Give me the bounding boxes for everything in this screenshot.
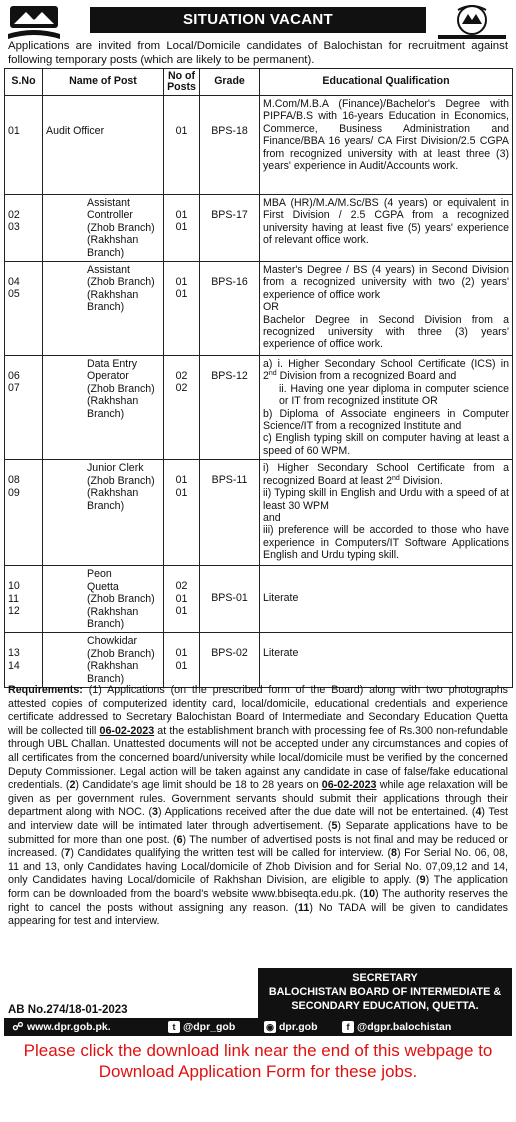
table-header-row <box>5 69 513 96</box>
instagram-handle[interactable]: dpr.gob <box>279 1021 318 1033</box>
post-cell: Audit Officer <box>43 96 164 195</box>
qualification-text: a) i. Higher Secondary School Certificate (ICS) in 2 <box>263 358 509 383</box>
table-row <box>5 262 513 356</box>
requirement-number: 3 <box>152 806 158 819</box>
qualification-cell <box>260 262 513 356</box>
qualification-cell: Literate <box>260 566 513 633</box>
table-row <box>5 96 513 195</box>
requirements-text <box>8 684 508 929</box>
requirement-number: 6 <box>176 833 183 846</box>
superscript: nd <box>268 370 277 378</box>
signature-block <box>258 968 512 1018</box>
website-link[interactable]: www.dpr.gob.pk. <box>27 1021 111 1033</box>
posts-cell: 01 <box>164 96 200 195</box>
grade-cell: BPS-17 <box>200 195 260 262</box>
qualification-cell <box>260 356 513 460</box>
qualification-text: Division from a recognized Board and <box>276 370 457 383</box>
requirement-text: ) Separate applications have to be submitted for more than one post. ( <box>8 819 508 846</box>
table-row <box>5 356 513 460</box>
grade-cell: BPS-18 <box>200 96 260 195</box>
requirement-text: ) Candidates qualifying the written test will be called for interview. ( <box>70 847 392 860</box>
footer-website[interactable] <box>4 1021 154 1033</box>
requirement-text: (1) Applications (on the prescribed form of the Board) along with two photographs attested copies of computerized identity card, local/domicile, educational credentials and experience certificate addressed to Secretary Balochistan Board of Intermediate and Secondary Education Quetta will be collected till <box>8 684 508 737</box>
facebook-handle[interactable]: @dgpr.balochistan <box>357 1021 452 1033</box>
requirement-text: at the establishment branch with processing fee of Rs.300 non-refundable through UBL Challan. Unattested documents will not be accepted under any circumstances and copies of all certificates from the concerned board/university while local/domicile must be verified by the concerned Deputy Commissioner. Legal action will be taken against any candidate in case of false/fake educational credentials. ( <box>8 724 508 792</box>
posts-cell: 01 01 <box>164 262 200 356</box>
grade-cell: BPS-16 <box>200 262 260 356</box>
sno-cell: 04 05 <box>5 262 43 356</box>
qualification-line: Master's Degree / BS (4 years) in Second Division from a recognized university with two (2) years' experience of office work <box>263 264 509 301</box>
sno-cell: 08 09 <box>5 460 43 566</box>
requirement-text: ) The number of advertised posts is not final and may be reduced or increased. ( <box>8 833 508 860</box>
twitter-handle[interactable]: @dpr_gob <box>183 1021 236 1033</box>
footer-twitter[interactable] <box>154 1021 254 1033</box>
qualification-line: OR <box>263 301 279 314</box>
qualification-text: Division. <box>399 474 443 487</box>
requirement-number: 8 <box>391 847 397 860</box>
grade-cell: BPS-12 <box>200 356 260 460</box>
sno-cell: 01 <box>5 96 43 195</box>
requirement-text: ) The application form can be downloaded from the board's website www.bbiseqta.edu.pk. ( <box>8 874 508 900</box>
signature-organization: BALOCHISTAN BOARD OF INTERMEDIATE & <box>268 986 502 998</box>
government-logo-icon <box>4 4 64 42</box>
table-row <box>5 633 513 688</box>
jobs-table <box>4 68 513 688</box>
qualification-line <box>263 462 509 487</box>
sno-cell: 02 03 <box>5 195 43 262</box>
requirement-text: while age relaxation will be given as per government rules. Government servants should submit their applications through their department along with NOC. ( <box>8 779 508 819</box>
qualification-line: and <box>263 511 281 524</box>
signature-title: SECRETARY <box>352 972 418 984</box>
table-row <box>5 566 513 633</box>
requirement-number: 5 <box>331 819 338 832</box>
requirement-number: 2 <box>69 779 76 792</box>
twitter-icon: t <box>168 1021 180 1033</box>
header-sno: S.No <box>5 69 43 96</box>
post-cell: Chowkidar (Zhob Branch) (Rakhshan Branch) <box>43 633 164 688</box>
requirement-text: ) The authority reserves the right to cancel the posts without assigning any reason. ( <box>8 887 508 914</box>
sno-cell: 06 07 <box>5 356 43 460</box>
requirement-number: 11 <box>298 901 310 914</box>
post-cell: Data Entry Operator (Zhob Branch) (Rakhshan Branch) <box>43 356 164 460</box>
qualification-line: ii. Having one year diploma in computer science or IT from recognized institute OR <box>279 382 509 408</box>
header-post: Name of Post <box>43 69 164 96</box>
age-date: 06-02-2023 <box>321 779 377 792</box>
header-grade: Grade <box>200 69 260 96</box>
download-notice: Please click the download link near the end of this webpage to Download Application Form for these jobs. <box>23 1041 493 1081</box>
requirement-number: 4 <box>475 806 482 819</box>
table-row <box>5 460 513 566</box>
grade-cell: BPS-02 <box>200 633 260 688</box>
facebook-icon: f <box>342 1021 354 1033</box>
post-cell: Junior Clerk (Zhob Branch) (Rakhshan Branch) <box>43 460 164 566</box>
requirements-label: Requirements: <box>8 684 83 696</box>
qualification-cell: MBA (HR)/M.A/M.Sc/BS (4 years) or equivalent in First Division / 2.5 CGPA from a recognized university having at least five (5) years' experience of relevant office work. <box>260 195 513 262</box>
closing-date: 06-02-2023 <box>99 724 155 737</box>
footer-bar <box>4 1018 512 1036</box>
requirement-number: 9 <box>419 874 426 887</box>
signature-organization-2: SECONDARY EDUCATION, QUETTA. <box>291 1000 479 1012</box>
qualification-cell: M.Com/M.B.A (Finance)/Bachelor's Degree with PIPFA/B.S with 16-years Education in Economics, Commerce, Business Administration and Finance/BBA 16 years/ CA First Division/2.5 CGPA from recognized university with at least three (3) years' experience in Audit/Accounts work. <box>260 96 513 195</box>
qualification-line: b) Diploma of Associate engineers in Computer Science/IT from a recognized Institute and <box>263 407 509 433</box>
post-cell: Assistant Controller (Zhob Branch) (Rakhshan Branch) <box>43 195 164 262</box>
globe-icon: ☍ <box>12 1021 24 1033</box>
sno-cell: 10 11 12 <box>5 566 43 633</box>
posts-cell: 01 01 <box>164 633 200 688</box>
requirement-number: 7 <box>64 847 71 860</box>
posts-cell: 01 01 <box>164 195 200 262</box>
table-row <box>5 195 513 262</box>
qualification-cell <box>260 460 513 566</box>
requirement-text: ) For Serial No. 06, 08, 11 and 13, only Candidates having Local/domicile of Zhob Division and for Serial No. 07,09,12 and 14, only Candidates having Local/domicile of Rakhshan Division, are eligible to apply. ( <box>8 847 509 887</box>
qualification-cell: Literate <box>260 633 513 688</box>
posts-cell: 01 01 <box>164 460 200 566</box>
post-cell: Peon Quetta (Zhob Branch) (Rakhshan Branch) <box>43 566 164 633</box>
page-title: SITUATION VACANT <box>90 7 426 33</box>
qualification-line: Bachelor Degree in Second Division from a recognized university with three (3) years' experience of office work. <box>263 313 509 351</box>
intro-text: Applications are invited from Local/Domicile candidates of Balochistan for recruitment against following temporary posts (which are likely to be permanent). <box>8 40 508 66</box>
requirement-text: ) Applications received after the due date will not be entertained. ( <box>158 806 476 819</box>
qualification-text: i) Higher Secondary School Certificate from a recognized Board at least 2 <box>263 462 509 487</box>
footer-instagram[interactable] <box>254 1021 334 1033</box>
footer-facebook[interactable] <box>334 1021 451 1033</box>
superscript: nd <box>391 474 400 482</box>
post-cell: Assistant (Zhob Branch) (Rakhshan Branch) <box>43 262 164 356</box>
grade-cell: BPS-11 <box>200 460 260 566</box>
grade-cell: BPS-01 <box>200 566 260 633</box>
sno-cell: 13 14 <box>5 633 43 688</box>
qualification-line <box>263 358 509 383</box>
posts-cell: 02 02 <box>164 356 200 460</box>
requirement-text: ) Candidate's age limit should be 18 to 28 years on <box>75 779 322 792</box>
requirement-number: 10 <box>363 887 376 900</box>
requirement-text: ) No TADA will be given to candidates appearing for test and interview. <box>8 901 508 928</box>
board-logo-icon <box>432 4 512 42</box>
requirement-text: ) Test and interview date will be intimated later through advertisement. ( <box>8 806 509 832</box>
header-posts: No of Posts <box>164 69 200 96</box>
qualification-line: ii) Typing skill in English and Urdu with a speed of at least 30 WPM <box>263 487 509 512</box>
qualification-line: c) English typing skill on computer having at least a speed of 60 WPM. <box>263 432 509 457</box>
posts-cell: 02 01 01 <box>164 566 200 633</box>
qualification-line: iii) preference will be accorded to those who have experience in Computers/IT Software Applications English and Urdu typing skill. <box>263 524 509 562</box>
header-qualification: Educational Qualification <box>260 69 513 96</box>
ad-number: AB No.274/18-01-2023 <box>8 1004 128 1016</box>
instagram-icon: ◉ <box>264 1021 276 1033</box>
